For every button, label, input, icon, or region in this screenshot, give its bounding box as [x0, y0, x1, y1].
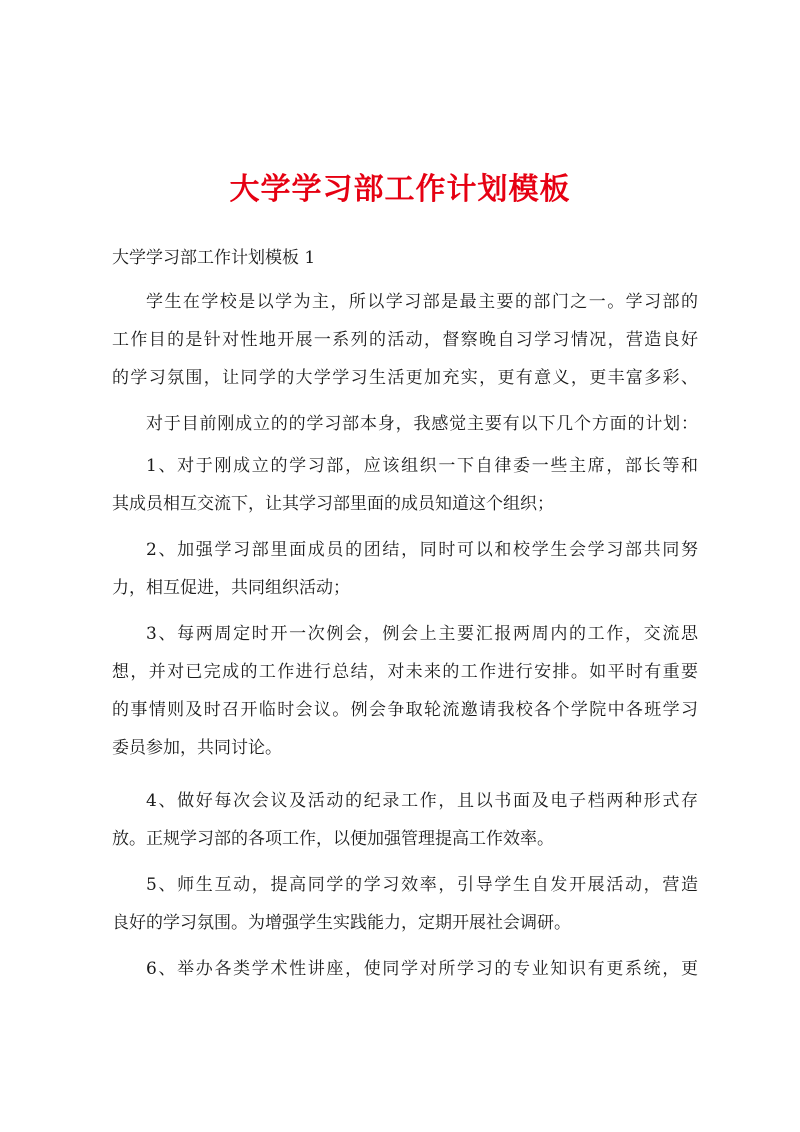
- paragraph-line: 对于目前刚成立的的学习部本身，我感觉主要有以下几个方面的计划：: [146, 414, 698, 434]
- paragraph-item-5: [112, 866, 698, 942]
- paragraph-line: 良好的学习氛围。为增强学生实践能力，定期开展社会调研。: [112, 913, 571, 933]
- paragraph-line: 其成员相互交流下，让其学习部里面的成员知道这个组织；: [112, 494, 554, 514]
- document-subtitle: 大学学习部工作计划模板 1: [112, 248, 316, 268]
- paragraph-intro: [112, 283, 698, 397]
- paragraph-plan-intro: [112, 405, 698, 443]
- paragraph-line: 5、师生互动，提高同学的学习效率，引导学生自发开展活动，营造: [146, 875, 698, 895]
- paragraph-line: 的学习氛围，让同学的大学学习生活更加充实，更有意义，更丰富多彩、: [112, 368, 698, 388]
- paragraph-item-2: [112, 531, 698, 607]
- paragraph-line: 2、加强学习部里面成员的团结，同时可以和校学生会学习部共同努: [146, 540, 698, 560]
- document-title: 大学学习部工作计划模板: [229, 172, 571, 207]
- paragraph-line: 的事情则及时召开临时会议。例会争取轮流邀请我校各个学院中各班学习: [112, 700, 698, 720]
- paragraph-line: 3、每两周定时开一次例会，例会上主要汇报两周内的工作，交流思: [146, 624, 698, 644]
- paragraph-line: 想，并对已完成的工作进行总结，对未来的工作进行安排。如平时有重要: [112, 662, 698, 682]
- paragraph-line: 力，相互促进，共同组织活动；: [112, 578, 350, 598]
- paragraph-line: 委员参加，共同讨论。: [112, 738, 282, 758]
- paragraph-line: 1、对于刚成立的学习部，应该组织一下自律委一些主席，部长等和: [146, 456, 698, 476]
- paragraph-item-6: [112, 950, 698, 988]
- paragraph-line: 学生在学校是以学为主，所以学习部是最主要的部门之一。学习部的: [146, 292, 698, 312]
- paragraph-item-4: [112, 782, 698, 858]
- paragraph-line: 6、举办各类学术性讲座，使同学对所学习的专业知识有更系统，更: [146, 959, 698, 979]
- paragraph-item-3: [112, 615, 698, 767]
- paragraph-line: 放。正规学习部的各项工作，以便加强管理提高工作效率。: [112, 829, 554, 849]
- paragraph-line: 工作目的是针对性地开展一系列的活动，督察晚自习学习情况，营造良好: [112, 330, 698, 350]
- paragraph-item-1: [112, 447, 698, 523]
- paragraph-line: 4、做好每次会议及活动的纪录工作，且以书面及电子档两种形式存: [146, 791, 698, 811]
